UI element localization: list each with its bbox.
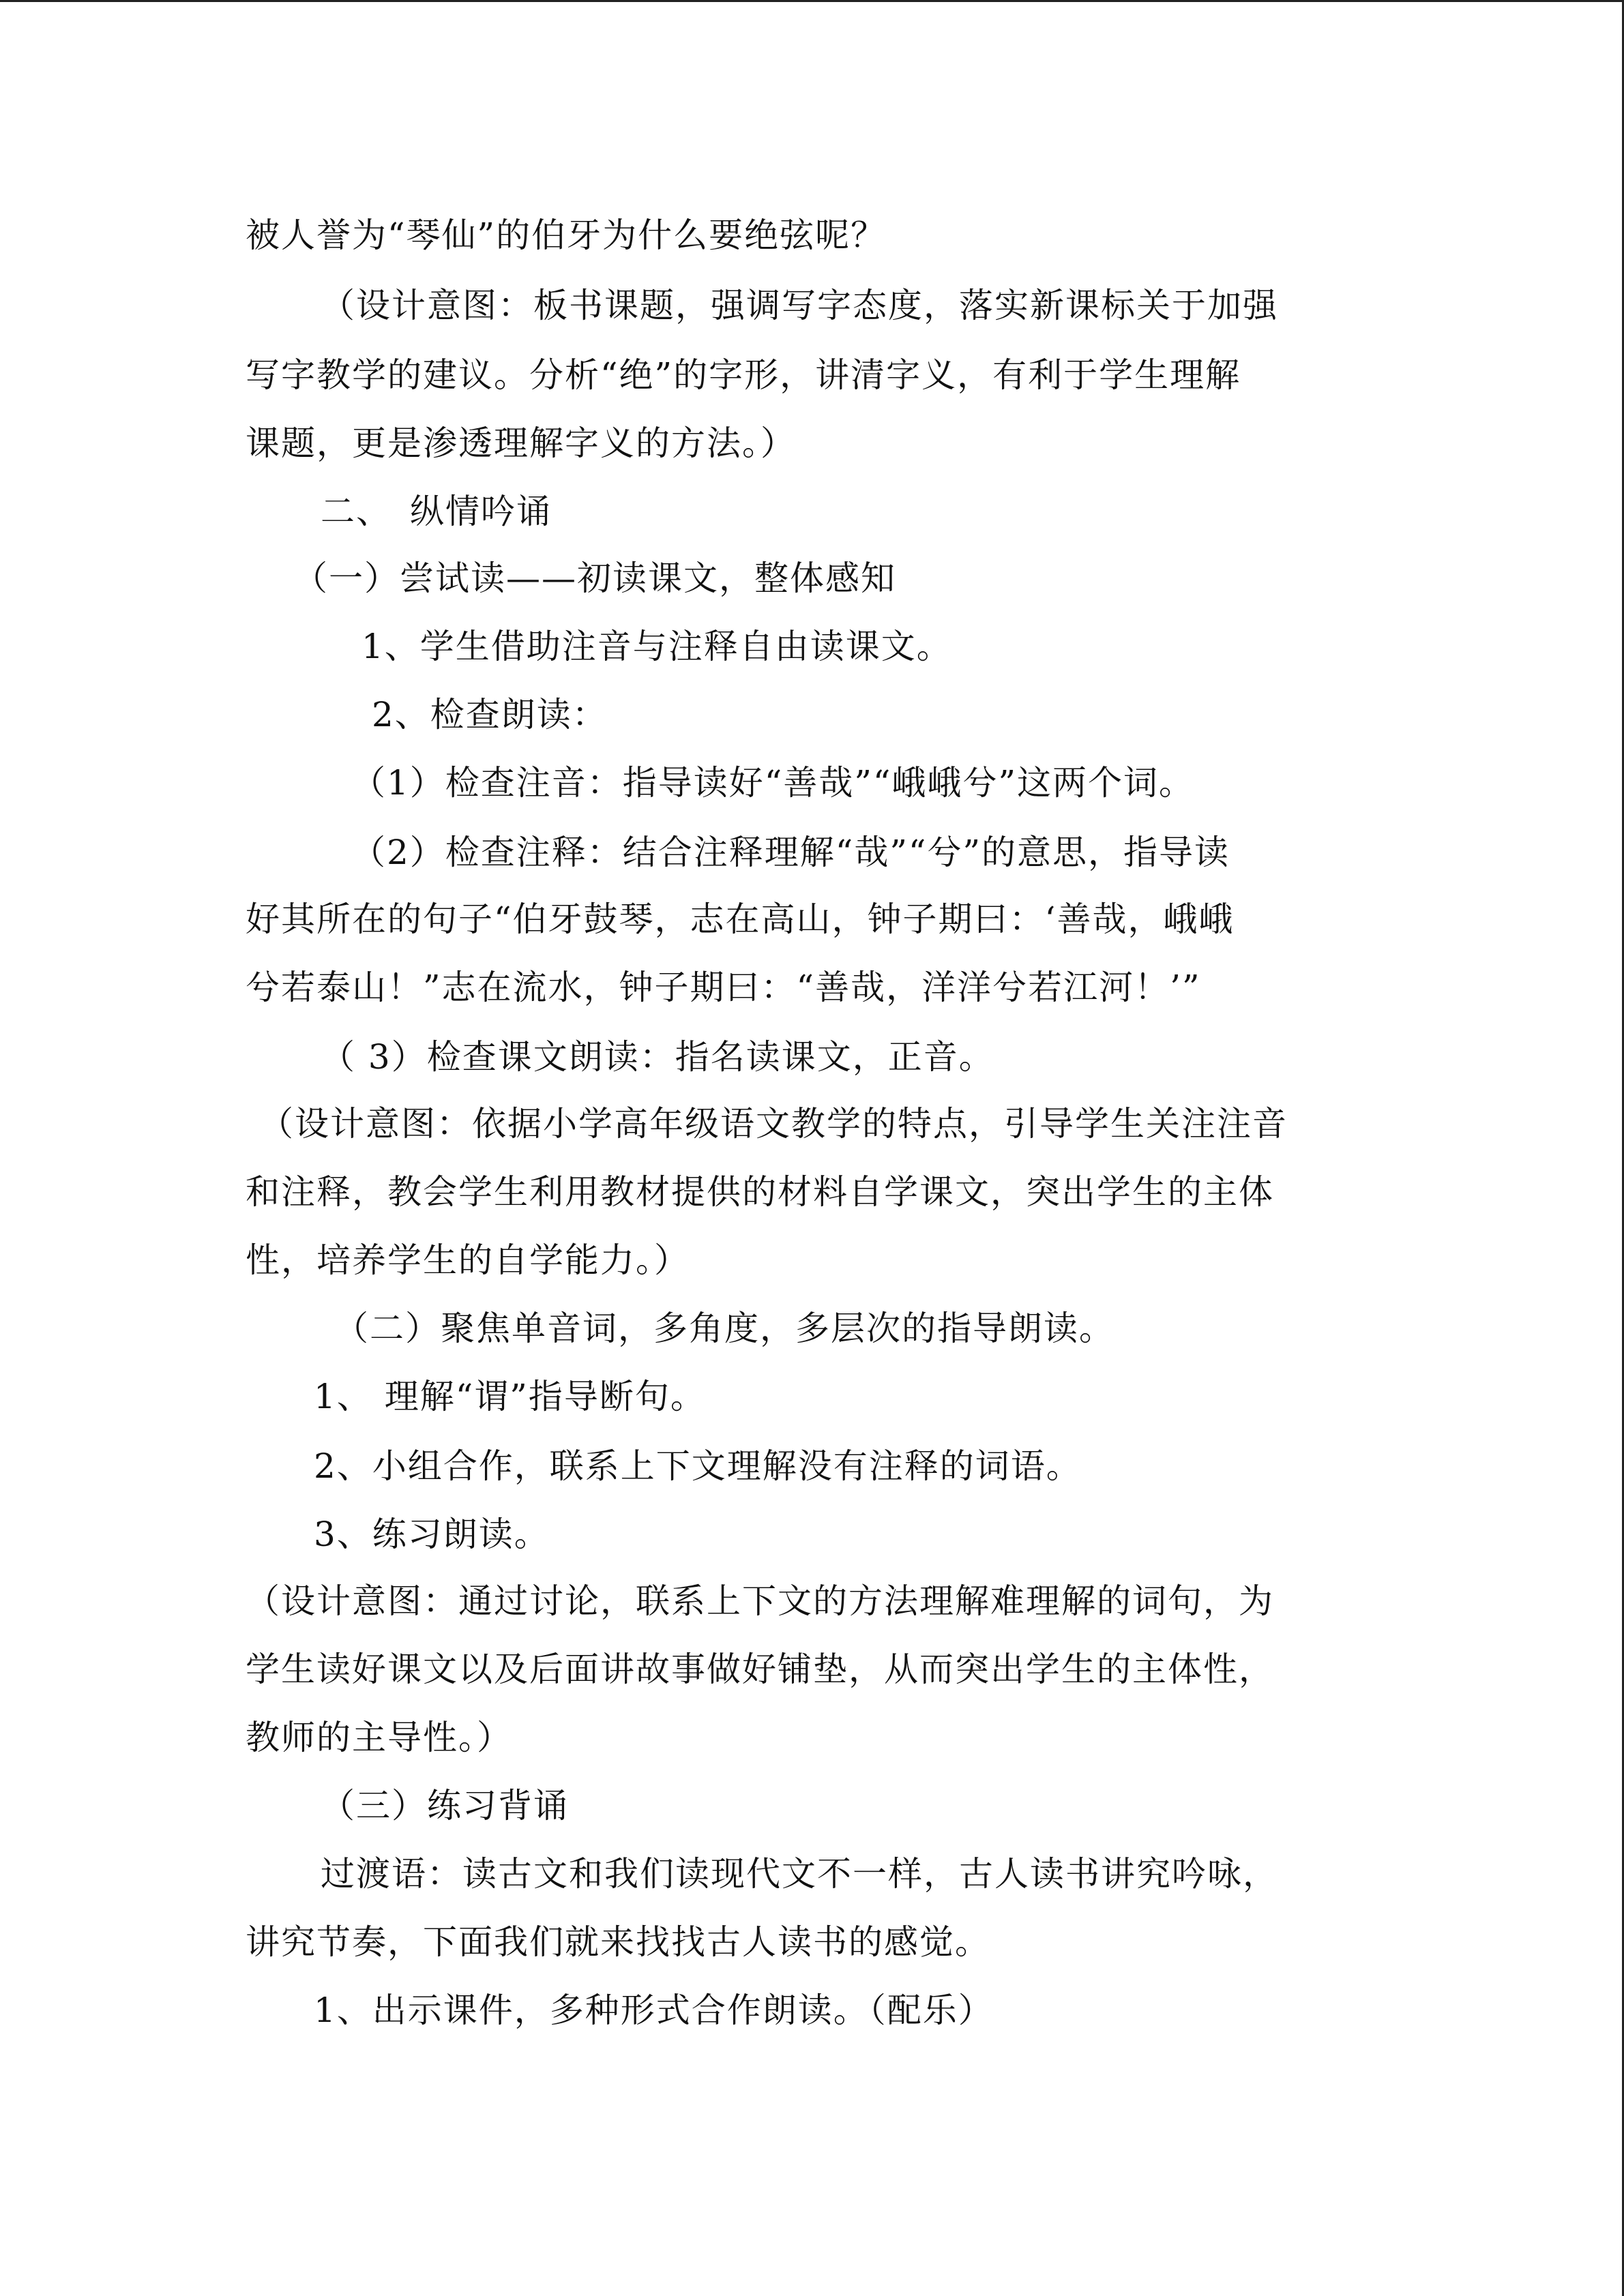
text-line-2: （设计意图：板书课题，强调写字态度，落实新课标关于加强 [321,286,1278,325]
text-line-4: 课题，更是渗透理解字义的方法。） [246,423,796,463]
text-line-1: 被人誉为“琴仙”的伯牙为什么要绝弦呢？ [246,215,887,255]
text-line-8: 2、检查朗读： [372,695,608,734]
text-line-12: 兮若泰山！”志在流水，钟子期曰：“善哉，洋洋兮若江河！’” [246,968,1201,1007]
subsection-heading-1: （一）尝试读——初读课文，整体感知 [293,558,896,598]
text-line-14: （设计意图：依据小学高年级语文教学的特点，引导学生关注注音 [259,1104,1288,1144]
text-line-22: 学生读好课文以及后面讲故事做好铺垫，从而突出学生的主体性， [246,1650,1274,1689]
text-line-25: 过渡语：读古文和我们读现代文不一样，古人读书讲究吟咏， [321,1854,1278,1894]
text-line-26: 讲究节奏，下面我们就来找找古人读书的感觉。 [246,1922,990,1962]
text-line-10: （2）检查注释：结合注释理解“哉”“兮”的意思，指导读 [351,833,1230,872]
text-line-3: 写字教学的建议。分析“绝”的字形，讲清字义，有利于学生理解 [246,355,1241,395]
text-line-11: 好其所在的句子“伯牙鼓琴，志在高山，钟子期曰：‘善哉，峨峨 [246,899,1235,939]
page-border-top [0,0,1624,2]
subsection-heading-3: （三）练习背诵 [321,1786,569,1825]
text-line-23: 教师的主导性。） [246,1718,512,1757]
text-line-13: （ 3）检查课文朗读：指名读课文，正音。 [321,1037,994,1077]
text-line-9: （1）检查注音：指导读好“善哉”“峨峨兮”这两个词。 [351,763,1195,803]
text-line-20: 3、练习朗读。 [314,1515,550,1554]
text-line-16: 性，培养学生的自学能力。） [246,1240,690,1280]
subsection-heading-2: （二）聚焦单音词，多角度，多层次的指导朗读。 [334,1309,1114,1348]
section-heading-2: 二、 纵情吟诵 [321,492,552,531]
text-line-27: 1、出示课件，多种形式合作朗读。（配乐） [314,1991,994,2030]
text-line-19: 2、小组合作，联系上下文理解没有注释的词语。 [314,1446,1082,1486]
text-line-7: 1、学生借助注音与注释自由读课文。 [361,627,952,666]
text-line-18: 1、 理解“谓”指导断句。 [314,1377,706,1416]
text-line-21: （设计意图：通过讨论，联系上下文的方法理解难理解的词句，为 [246,1581,1274,1621]
text-line-15: 和注释，教会学生利用教材提供的材料自学课文，突出学生的主体 [246,1172,1274,1212]
